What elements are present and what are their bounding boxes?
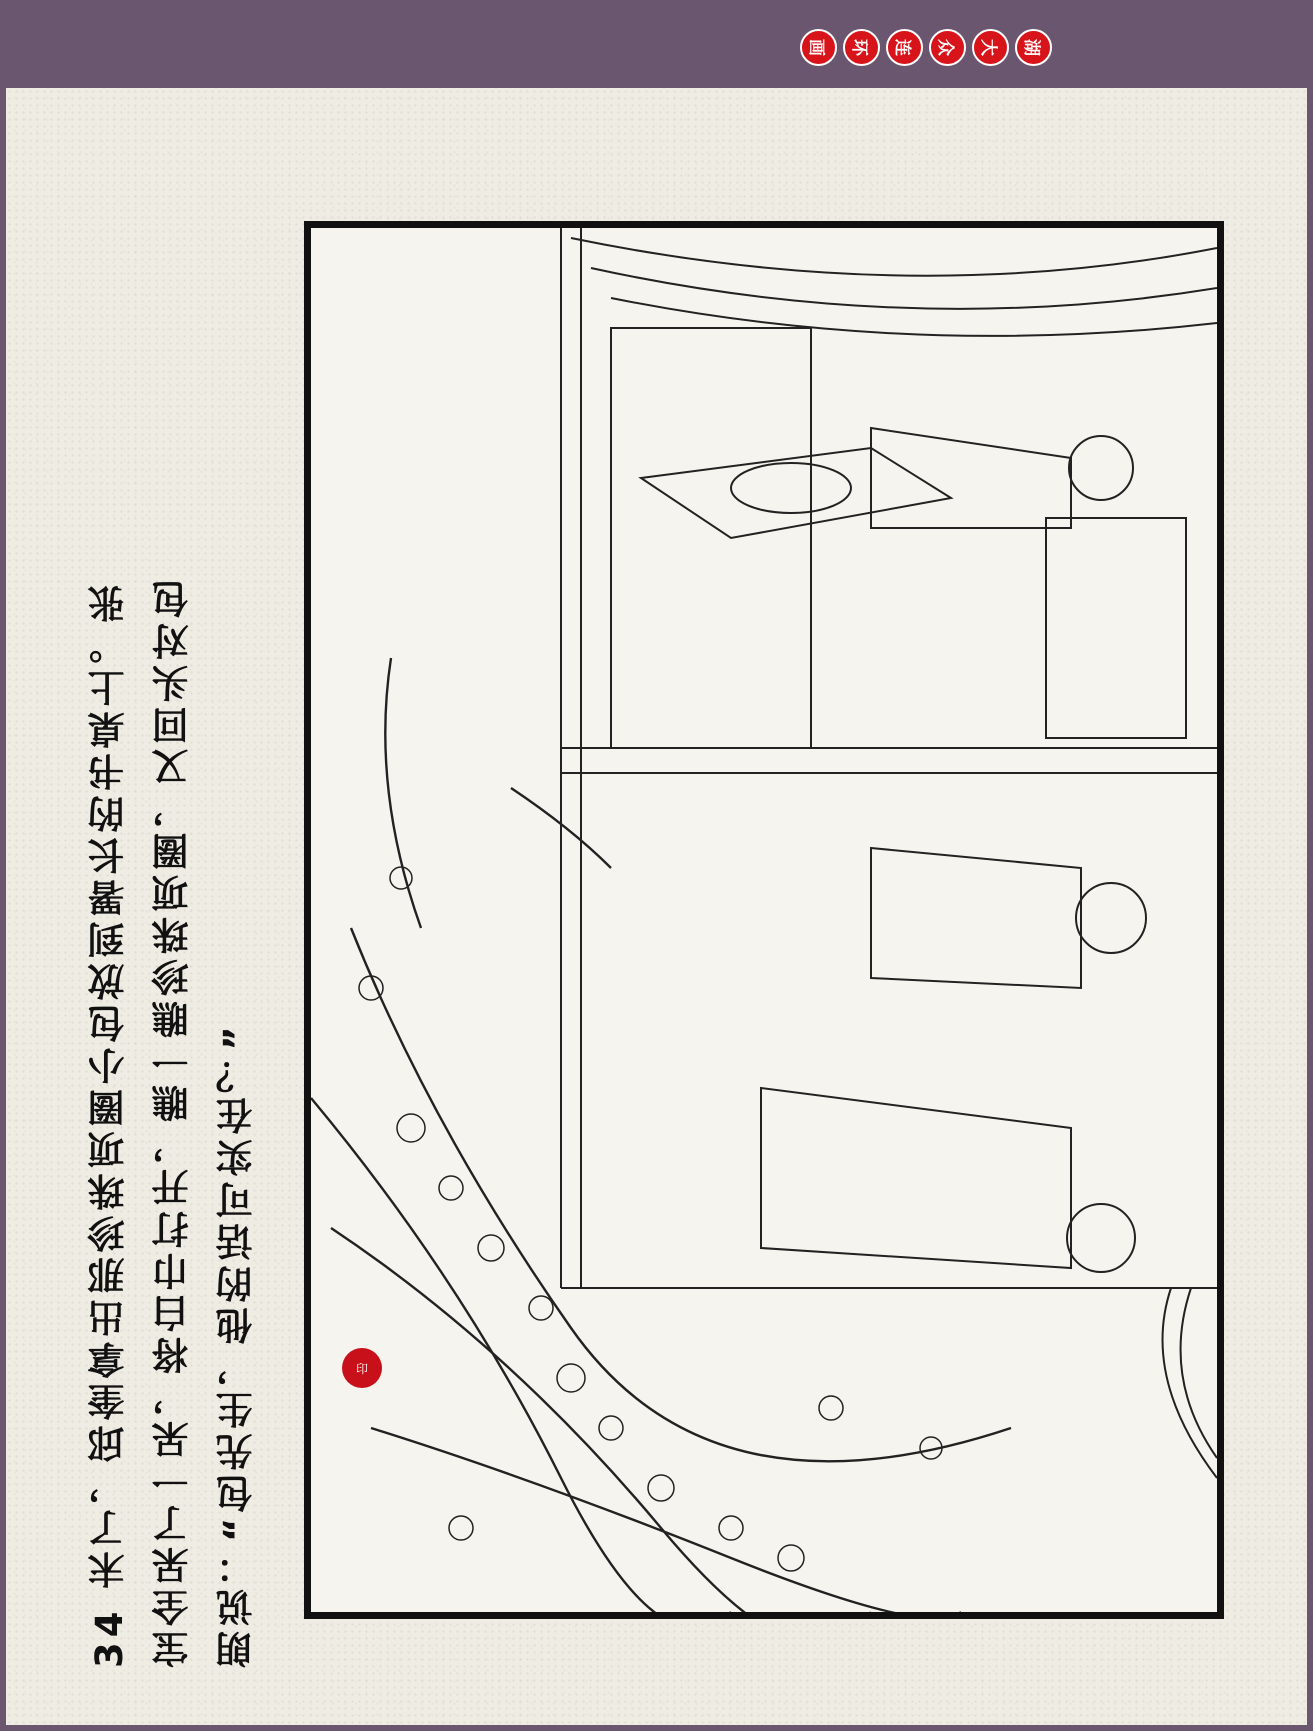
illustration-frame (304, 221, 1224, 1619)
seal-stamp: 画 (800, 29, 837, 66)
artist-seal: 印 (342, 1348, 382, 1388)
caption-text (78, 228, 270, 1668)
publisher-seal-row (800, 29, 1052, 66)
caption-area (6, 88, 306, 1725)
seal-stamp: 众 (929, 29, 966, 66)
caption-line: 宝全呆了一呆，将白巾打开，瞧一瞧珍珠项圈，又回头对包 (152, 576, 195, 1668)
seal-stamp: 连 (886, 29, 923, 66)
page-paper (6, 88, 1307, 1725)
seal-stamp: 大 (972, 29, 1009, 66)
caption-line: 朗说：“包先生，他的话可实在？” (216, 1021, 259, 1668)
seal-stamp: 环 (843, 29, 880, 66)
top-bar (0, 0, 1313, 88)
seal-stamp: 湖 (1015, 29, 1052, 66)
ink-illustration-icon (311, 228, 1217, 1612)
caption-line: 34 末了，邱奎拿出那珍珠项圈小包放到署长的书桌上。张 (88, 580, 131, 1668)
